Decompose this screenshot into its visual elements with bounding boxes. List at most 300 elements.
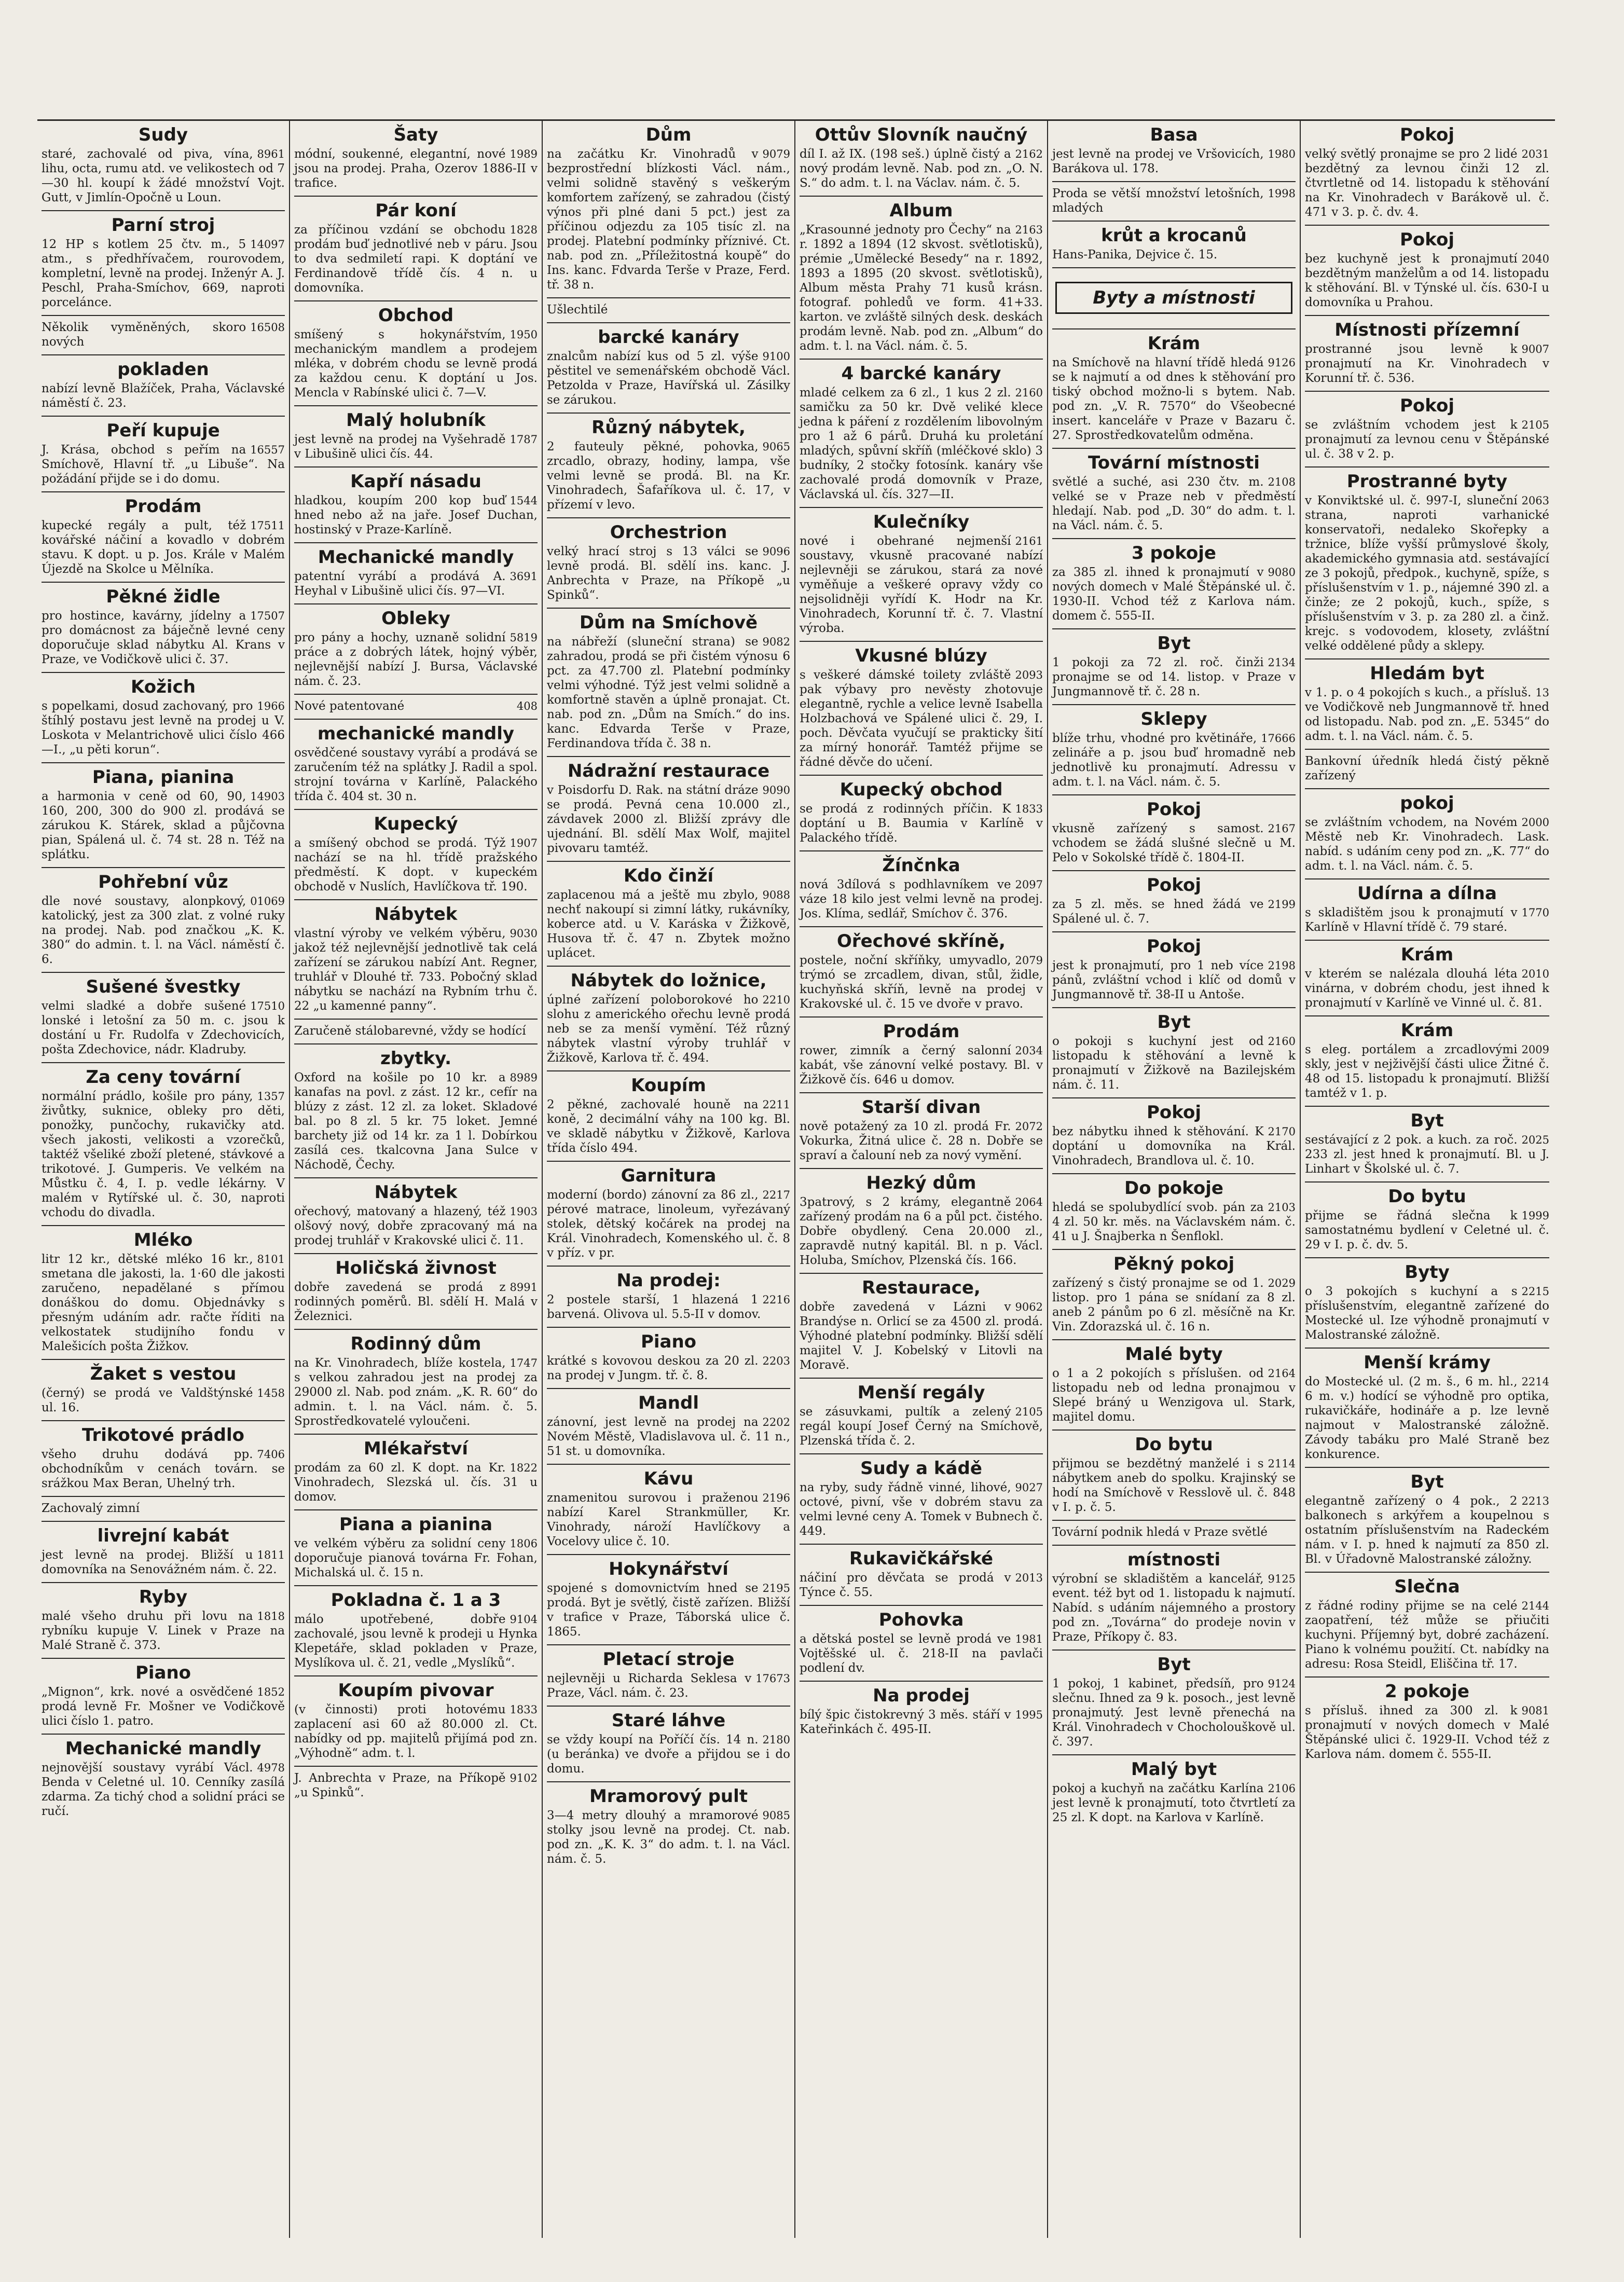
ad-number: 2199 (1268, 898, 1296, 911)
classified-ad (42, 1522, 285, 1583)
ad-number: 1981 (1015, 1633, 1043, 1645)
ad-text (1052, 1525, 1296, 1539)
ad-body: se zvláštním vchodem jest k pronajmutí za levnou cenu v Štěpánské ul. č. 38 v 2. p. (1305, 418, 1549, 461)
ad-number: 9082 (762, 636, 790, 648)
ad-number: 2161 (1015, 535, 1043, 547)
ad-heading: Kožich (131, 677, 196, 697)
ad-heading: Byt (1410, 1472, 1444, 1492)
column-1 (37, 121, 290, 2238)
ad-text (547, 1415, 790, 1459)
classified-ad (1052, 329, 1296, 449)
classified-ad (800, 1169, 1043, 1274)
classified-ad (547, 609, 790, 757)
ad-text (294, 493, 538, 537)
ad-number: 1966 (257, 700, 285, 712)
ad-number: 2031 (1521, 148, 1549, 160)
classified-ad (1052, 1098, 1296, 1174)
ad-heading: Staré láhve (611, 1710, 726, 1731)
ad-body: 3patrový, s 2 krámy, elegantně zařízený prodám na 6 a půl pct. čistého. Dobře obydlený. Cena 20.000 zl., zapravdě nutný kapitál. Bl. n p. Václ. Holuba, Smíchov, Plzenská čís. 166. (800, 1195, 1043, 1267)
ad-body: postele, noční skříňky, umyvadlo, trýmó se zrcadlem, divan, stůl, židle, kuchyňská skříň, levně na prodej v Krakovské ul. č. 15 ve dvoře v pravo. (800, 954, 1043, 1011)
classified-ad (547, 1465, 790, 1555)
ad-text (42, 237, 285, 310)
ad-text (1052, 897, 1296, 926)
ad-heading: Garnitura (621, 1165, 717, 1186)
classified-ad (1305, 750, 1549, 789)
classified-ad (547, 1267, 790, 1328)
ad-number: 408 (516, 700, 538, 712)
ad-text (1052, 1276, 1296, 1334)
ad-heading: Do pokoje (1124, 1178, 1223, 1199)
ad-text (800, 1405, 1043, 1448)
ad-number: 2210 (762, 994, 790, 1006)
ad-heading: Peří kupuje (106, 420, 220, 441)
ad-text (42, 789, 285, 862)
ad-body: málo upotřebené, dobře zachovalé, jsou levně k prodeji u Hynka Klepetáře, sklad pokladen v Praze, Myslíkova ul. č. 21, vedle „Myslíků“. (294, 1613, 538, 1670)
classified-ad (42, 355, 285, 417)
ad-number: 8101 (257, 1253, 285, 1266)
ad-heading: Sudy a kádě (860, 1458, 982, 1479)
classified-ad (1052, 182, 1296, 222)
ad-body: s eleg. portálem a zrcadlovými skly, jest v nejživější části ulice Žitné č. 48 od 15. listopadu k pronajmutí. Bližší tamtéž v 1. p. (1305, 1043, 1549, 1100)
ad-text (1052, 1034, 1296, 1092)
ad-number: 9090 (762, 784, 790, 796)
classified-ad (294, 604, 538, 695)
classified-ad (294, 1586, 538, 1676)
ad-heading: Prodám (125, 496, 202, 517)
ad-heading: Slečna (1394, 1576, 1460, 1597)
ad-heading: Mechanické mandly (65, 1738, 262, 1759)
ad-heading: Piana a pianina (339, 1514, 493, 1535)
ad-body: vlastní výroby ve velkém výběru, jakož též nejlevnější jednotlivě tak celá zařízení se zárukou nabízí Ant. Regner, truhlář v Dlouhé tř. 733. Pobočný sklad nábytku se nachází na Rybním trhu č. 22 „u kamenné panny“. (294, 927, 538, 1013)
classified-ad (800, 360, 1043, 508)
ad-heading: Kupecký (374, 814, 458, 834)
classified-ad (294, 1044, 538, 1178)
ad-heading: Pletací stroje (602, 1649, 735, 1670)
classified-ad (547, 1389, 790, 1465)
ad-heading: Piano (640, 1331, 697, 1352)
ad-number: 1811 (257, 1549, 285, 1561)
ad-text (1052, 565, 1296, 623)
ad-text (1305, 1494, 1549, 1566)
ad-number: 2097 (1015, 878, 1043, 891)
ad-body: nabízí levně Blažíček, Praha, Václavské náměstí č. 23. (42, 382, 285, 410)
ad-heading: Album (889, 200, 953, 221)
ad-heading: 4 barcké kanáry (841, 363, 1001, 384)
ad-number: 2079 (1015, 954, 1043, 967)
ad-heading: Prodám (883, 1021, 960, 1042)
ad-number: 1833 (1015, 803, 1043, 815)
ad-number: 2093 (1015, 669, 1043, 681)
ad-heading: Udírna a dílna (1357, 883, 1497, 904)
ad-heading: Hezký dům (866, 1173, 976, 1193)
ad-number: 14903 (250, 790, 285, 803)
ad-text (1305, 342, 1549, 386)
ad-number: 2203 (762, 1355, 790, 1367)
ad-text (800, 1300, 1043, 1372)
ad-number: 1950 (510, 328, 538, 341)
ad-heading: Do bytu (1388, 1186, 1466, 1207)
ad-text (1305, 1703, 1549, 1762)
ad-heading: Nábytek do ložnice, (570, 970, 767, 991)
ad-number: 2000 (1521, 816, 1549, 829)
ad-text (1052, 1366, 1296, 1424)
ad-text (1052, 1676, 1296, 1749)
ad-number: 9100 (762, 350, 790, 363)
ad-text (800, 877, 1043, 921)
classified-ad (294, 810, 538, 900)
ad-heading: Různý nábytek, (591, 417, 746, 438)
ad-heading: zbytky. (380, 1048, 452, 1069)
classified-ad (1052, 705, 1296, 795)
ad-text (42, 609, 285, 667)
ad-text (42, 381, 285, 410)
ad-number: 9027 (1015, 1481, 1043, 1494)
classified-ad (1052, 222, 1296, 268)
ad-heading: Pokoj (1400, 229, 1454, 250)
classified-ad (1052, 1250, 1296, 1340)
ad-heading: barcké kanáry (598, 327, 739, 348)
ad-body: velký hrací stroj s 13 válci se levně prodá. Bl. sdělí ins. kanc. J. Anbrechta v Praze, na Příkopě „u Spinků“. (547, 545, 790, 602)
ad-body: staré, zachovalé od piva, vína, lihu, octa, rumu atd. ve velikostech od 7—30 hl. koupí k žádé množství Vojt. Gutt, v Jimlín-Opočně u Loun. (42, 147, 285, 204)
ad-heading: Piana, pianina (92, 767, 235, 788)
ad-number: 17511 (250, 519, 285, 532)
ad-number: 3691 (510, 570, 538, 583)
ad-text (547, 1671, 790, 1700)
ad-body: (v činnosti) proti hotovému zaplacení asi 60 až 80.000 zl. Ct. nabídky od pp. majitelů přijímá pod zn. „Výhodně“ adm. t. l. (294, 1703, 538, 1760)
ad-text (42, 1447, 285, 1491)
classified-ad (547, 757, 790, 862)
classified-ad (1052, 1340, 1296, 1431)
ad-number: 9102 (510, 1772, 538, 1784)
ad-body: přijme se řádná slečna k samostatnému bydlení v Celetné ul. č. 29 v I. p. č. dv. 5. (1305, 1209, 1549, 1252)
classified-ad (1305, 392, 1549, 468)
ad-number: 2105 (1015, 1406, 1043, 1418)
classified-ad (42, 1421, 285, 1497)
classified-ad (1305, 316, 1549, 392)
ad-body: v Poisdorfu D. Rak. na státní dráze se prodá. Pevná cena 10.000 zl., závdavek 2000 zl. Bližší zprávy dle ujednání. Bl. sdělí Max Wolf, majitel pivovaru tamtéž. (547, 783, 790, 855)
ad-heading: Malé byty (1125, 1344, 1223, 1365)
ad-body: Oxford na košile po 10 kr. a kanafas na povl. z zást. 12 kr., cefír na blúzy z zást. 12 zl. za loket. Skladové bal. po 8 zl. 5 kr. 75 loket. Jemné barchety již od 14 kr. za 1 l. Dobírkou zasílá ces. tkalcovna Jana Sulce v Náchodě, Čechy. (294, 1071, 538, 1172)
ad-heading: Hokynářství (609, 1559, 728, 1579)
classified-ad (42, 1497, 285, 1522)
ad-body: na ryby, sudy řádně vinné, lihové, octové, pivní, vše v dobrém stavu za velmi levné ceny A. Tomek v Bubnech č. 449. (800, 1481, 1043, 1538)
ad-body: nejlevněji u Richarda Seklesa v Praze, Václ. nám. č. 23. (547, 1672, 752, 1700)
ad-body: dobře zavedená se prodá z rodinných poměrů. Bl. sdělí H. Malá v Železnici. (294, 1281, 538, 1323)
ad-body: na začátku Kr. Vinohradů v bezprostřední blízkosti Václ. nám., velmi solidně stavěný s veškerým komfortem zařízený, se zahradou (čistý výnos při plné dani 5 pct.) jest za příčinou odjezdu za 105 tisíc zl. na prodej. Platební podmínky příznivé. Ct. nab. pod zn. „Příležitostná koupě“ do Ins. kanc. Fdvarda Terše v Praze, Ferd. tř. 38 n. (547, 147, 790, 292)
ad-text (800, 668, 1043, 769)
ad-text (1305, 147, 1549, 219)
ad-body: velký světlý pronajme se pro 2 lidé bezdětný za levnou činži 12 zl. čtvrtletně od 14. listopadu k stěhování na Kr. Vinohradech v Barákově ul. č. 471 v 3. p. č. dv. 4. (1305, 147, 1549, 219)
column-5 (1048, 121, 1301, 2238)
ad-body: sestávající z 2 pok. a kuch. za roč. 233 zl. jest hned k pronajmutí. Bl. u J. Linhart v Školské ul. č. 7. (1305, 1133, 1549, 1176)
ad-heading: Rukavičkářské (849, 1548, 994, 1569)
ad-heading: mechanické mandly (317, 723, 515, 744)
classified-ad (42, 673, 285, 763)
ad-number: 9079 (762, 148, 790, 160)
classified-ad (294, 1254, 538, 1330)
classified-ad (800, 121, 1043, 197)
ad-body: Nové patentované (294, 699, 405, 713)
ad-number: 2040 (1521, 253, 1549, 265)
classified-ad (1052, 629, 1296, 705)
ad-body: jest k pronajmutí, pro 1 neb více pánů, zvláštní vchod i klíč od domů v Jungmannově tř. 38-II u Antoše. (1052, 959, 1296, 1001)
ad-body: se prodá z rodinných příčin. K doptání u B. Baumia v Karlíně v Palackého třídě. (800, 802, 1043, 845)
ad-text (800, 953, 1043, 1011)
ad-body: za 385 zl. ihned k pronajmutí v nových domech v Malé Štěpánské ul. č. 1930-II. Vchod též z Karlova nám. domem č. 555-II. (1052, 566, 1296, 623)
ad-body: se zásuvkami, pultík a zelený regál koupí Josef Černý na Smíchově, Plzenská třída č. 2. (800, 1405, 1043, 1448)
ad-body: znamenitou surovou i praženou nabízí Karel Strankmüller, Kr. Vinohrady, nároží Havlíčkovy a Vocelovy ulice č. 10. (547, 1491, 790, 1548)
ad-number: 2134 (1268, 656, 1296, 669)
ad-body: hladkou, koupím 200 kop buď hned nebo až na jaře. Josef Duchan, hostinský v Praze-Karlíně. (294, 494, 538, 537)
ad-body: v Konviktské ul. č. 997-I, sluneční strana, naproti varhanické konservatoři, nedaleko Skořepky a tržnice, blíže vyšší průmyslové školy, akademického gymnasia atd. sestávající ze 3 pokojů, předpok., kuchyně, spíže, s příslušenstvím v 1. p., nájemné 390 zl. a činže; ze 2 pokojů, kuch., spíže, s příslušenstvím v 3. p. za 280 zl. a činž. krejc. s vodovodem, klosety, zvláštní velké oddělené půdy a sklepy. (1305, 494, 1549, 653)
ad-text (547, 1354, 790, 1383)
ad-body: jest levně na prodej. Bližší u domovníka na Senovážném nám. č. 22. (42, 1548, 277, 1576)
ad-heading: pokoj (1400, 793, 1454, 814)
ad-heading: Tovární místnosti (1088, 452, 1260, 473)
classified-ad (800, 1606, 1043, 1682)
ad-text (547, 1581, 790, 1639)
ad-text (294, 569, 538, 598)
ad-text (1052, 1200, 1296, 1244)
ad-text (294, 1204, 538, 1248)
ad-heading: Nábytek (374, 904, 458, 925)
ad-number: 1989 (510, 148, 538, 160)
ad-text (1052, 1781, 1296, 1825)
ad-heading: 3 pokoje (1132, 543, 1216, 563)
ad-body: díl I. až IX. (198 seš.) úplně čistý a nový prodám levně. Nab. pod zn. „O. N. S.“ do adm. t. l. na Václav. nám. č. 5. (800, 147, 1043, 190)
ad-text (547, 635, 790, 751)
ad-body: na Smíchově na hlavní třídě hledá se k najmutí a od dnes k stěhování pro tiský obchod možno-li s bytem. Nab. pod zn. „V. R. 7570“ do Všeobecné insert. kanceláře v Praze v Bazaru č. 27. Sprostředkovatelům odměna. (1052, 356, 1296, 442)
classified-ad (294, 197, 538, 301)
ad-number: 2180 (762, 1734, 790, 1746)
ad-number: 2196 (762, 1492, 790, 1504)
ad-text (547, 439, 790, 512)
ad-heading: Za ceny tovární (86, 1067, 241, 1088)
ad-number: 2160 (1015, 387, 1043, 399)
ad-text (294, 746, 538, 804)
ad-number: 9088 (762, 889, 790, 901)
ad-body: mladé celkem za 6 zl., 1 kus 2 zl. samičku za 50 kr. Dvě veliké klece jedna k páření z rozdělením libovolným pro 1 až 6 párů. Druhá ku proletání mladých, spůvní skříň (mléčkové sklo) 3 budníky, 2 stočky fotosínk. kanáry vše zachovalé prodá domovník v Praze, Václavská ul. čís. 327—II. (800, 386, 1043, 501)
ad-heading: Pokoj (1147, 875, 1201, 896)
ad-number: 1980 (1268, 148, 1296, 160)
ad-heading: Kapří násadu (350, 471, 481, 492)
ad-text (42, 1548, 285, 1577)
ad-number: 2063 (1521, 494, 1549, 507)
ad-number: 17666 (1261, 732, 1296, 745)
classified-ad (547, 1707, 790, 1782)
ad-text (800, 1571, 1043, 1600)
ad-body: normální prádlo, košile pro pány, živůtky, suknice, obleky pro děti, ponožky, punčochy, rukavičky atd. všech jakosti, velikosti a vzorečků, taktéž všeliké zboží pletené, stávkové a trikotové. J. Gumperis. Ve velkém na Můstku č. 4, I. p. vedle lékárny. V malém v Rytířské ul. č. 30, naproti vchodu do divadla. (42, 1090, 285, 1219)
ad-body: jest levně na prodej ve Vršovicích, Barákova ul. 178. (1052, 147, 1264, 175)
ad-body: Proda se větší množství letošních, mladých (1052, 187, 1264, 215)
ad-text (800, 802, 1043, 845)
ad-body: patentní vyrábí a prodává A. Heyhal v Libušině ulici čís. 97—VI. (294, 570, 506, 598)
classified-ad (1305, 879, 1549, 941)
ad-body: zaplacenou má a ještě mu zbylo, nechť nakoupí si zimní látky, rukávníky, koberce atd. u V. Karáska v Žižkově, Husova tř. č. 47 n. Zbytek možno uplácet. (547, 888, 790, 960)
ad-text (1305, 252, 1549, 310)
ad-number: 1903 (510, 1205, 538, 1218)
classified-ads-sheet (37, 119, 1555, 2238)
ad-text (294, 1356, 538, 1428)
classified-ad (1052, 449, 1296, 539)
classified-ad (42, 1735, 285, 1824)
classified-ad (294, 468, 538, 543)
ad-text (1305, 967, 1549, 1010)
ad-number: 2164 (1268, 1367, 1296, 1380)
classified-ad (1305, 941, 1549, 1016)
classified-ad (800, 508, 1043, 642)
ad-text (294, 1280, 538, 1324)
ad-text (42, 1089, 285, 1220)
ad-body: pro hostince, kavárny, jídelny a pro domácnost za báječně levné ceny doporučuje sklad nábytku Al. Krans v Praze, ve Vodičkově ulici č. 37. (42, 609, 285, 666)
ad-text (294, 1461, 538, 1504)
ad-heading: Ořechové skříně, (837, 931, 1006, 952)
ad-text (547, 147, 790, 292)
ad-number: 2202 (762, 1416, 790, 1428)
ad-heading: Byt (1157, 1012, 1191, 1033)
ad-body: vkusně zařízený s samost. vchodem se žádá slušné slečně u M. Pelo v Sokolské třídě č. 1804-II. (1052, 822, 1296, 864)
ad-text (294, 432, 538, 461)
classified-ad (1052, 1755, 1296, 1830)
ad-text (1305, 1374, 1549, 1462)
ad-text (294, 1536, 538, 1580)
ad-body: „Krasounné jednoty pro Čechy“ na r. 1892 a 1894 (12 skvost. světlotisků), prémie „Umělecké Besedy“ na r. 1892, 1893 a 1895 (20 skvost. světlotisků), Album města Prahy 71 kusů krásn. fotograf. pohledů ve form. 41+33. karton. ve zvláště silných desk. deskách prodám levně. Nab. pod zn. „Album“ do adm. t. l. na Václ. nám. č. 5. (800, 223, 1043, 353)
ad-heading: 2 pokoje (1385, 1681, 1469, 1702)
ad-body: dobře zavedená v Lázni v Brandýse n. Orlicí se za 4500 zl. prodá. Výhodné platební podmínky. Bližší sdělí majitel V. J. Kobelský v Litovli na Moravě. (800, 1300, 1043, 1372)
classified-ad (800, 197, 1043, 360)
classified-ad (1052, 1546, 1296, 1651)
ad-number: 1852 (257, 1686, 285, 1698)
ad-heading: Kdo činží (623, 865, 714, 886)
classified-ad (1305, 659, 1549, 750)
classified-ad (42, 1063, 285, 1226)
ad-body: se vždy koupí na Poříčí čís. 14 n. (u beránka) ve dvoře a přijdou se i do domu. (547, 1733, 790, 1776)
classified-ad (547, 414, 790, 518)
ad-number: 9125 (1268, 1573, 1296, 1585)
ad-text (294, 926, 538, 1013)
classified-ad (1052, 1521, 1296, 1546)
ad-number: 9065 (762, 441, 790, 453)
ad-number: 9030 (510, 927, 538, 940)
ad-text (800, 1119, 1043, 1163)
ad-body: Tovární podnik hledá v Praze světlé (1052, 1525, 1268, 1539)
ad-text (1052, 355, 1296, 443)
ad-heading: Basa (1150, 125, 1198, 145)
ad-number: 1806 (510, 1537, 538, 1550)
ad-number: 2170 (1268, 1125, 1296, 1138)
ad-text (800, 223, 1043, 353)
ad-number: 2162 (1015, 148, 1043, 160)
ad-number: 01069 (250, 895, 285, 908)
ad-text (42, 518, 285, 576)
ad-text (1052, 186, 1296, 215)
classified-ad (42, 973, 285, 1063)
classified-ad (800, 1545, 1043, 1606)
ad-body: jest levně na prodej na Vyšehradě v Libušině ulici čís. 44. (294, 433, 506, 461)
ad-number: 1770 (1521, 906, 1549, 919)
section-heading: Byty a místnosti (1055, 282, 1292, 314)
ad-number: 9096 (762, 545, 790, 558)
ad-heading: pokladen (117, 359, 209, 380)
ad-number: 8989 (510, 1071, 538, 1084)
ad-number: 2198 (1268, 959, 1296, 972)
classified-ad (800, 927, 1043, 1018)
classified-ad (1305, 1107, 1549, 1183)
ad-number: 9085 (762, 1809, 790, 1822)
classified-ad (1305, 1678, 1549, 1767)
ad-body: litr 12 kr., dětské mléko 16 kr., smetana dle jakosti, la. 1·60 dle jakosti zaručeno, nepadělané s přímou donáškou do domu. Objednávky s přesným udáním adr. račte říditi na velkostatek studijního fondu v Malešicích pošta Žižkov. (42, 1253, 285, 1353)
ad-number: 1995 (1015, 1709, 1043, 1721)
ad-heading: Orchestrion (610, 522, 727, 543)
classified-ad (1305, 789, 1549, 879)
ad-text (800, 147, 1043, 190)
ad-number: 1544 (510, 494, 538, 507)
ad-number: 16557 (250, 444, 285, 456)
ad-body: pro pány a hochy, uznaně solidní práce a z dobrých látek, hojný výběr, nejlevnější nabízí J. Bursa, Václavské nám. č. 23. (294, 631, 538, 688)
ad-body: elegantně zařízený o 4 pok., 2 balkonech s arkýřem a koupelnou s ostatním příslušenstvím na Radeckém nám. v I. p. hned k najmutí za 850 zl. Bl. v Úřadovně Malostranské záložny. (1305, 1494, 1549, 1566)
ad-body: do Mostecké ul. (2 m. š., 6 m. hl., 6 m. v.) hodící se výhodně pro optika, rukavičkáře, hodináře a p. lze levně najmout v Malostranské záložně. Závody tabáku pro Malé Straně bez konkurence. (1305, 1375, 1549, 1461)
classified-ad (294, 1767, 538, 1805)
ad-body: 2 pěkné, zachovalé houně na koně, 2 decimální váhy na 100 kg. Bl. ve skladě nábytku v Žižkově, Karlova třída číslo 494. (547, 1098, 790, 1155)
ad-text (294, 327, 538, 400)
ad-body: a smíšený obchod se prodá. Týž nachází se na hl. třídě pražského předměstí. K dopt. v kupeckém obchodě v Nuslích, Havlíčkova tř. 190. (294, 836, 538, 893)
classified-ad (547, 862, 790, 967)
ad-heading: Starší divan (861, 1097, 981, 1118)
classified-ad (1052, 268, 1296, 329)
ad-number: 2214 (1521, 1376, 1549, 1388)
ad-number: 2217 (762, 1189, 790, 1201)
ad-heading: Krám (1147, 333, 1201, 354)
classified-ad (42, 868, 285, 973)
ad-body: Zachovalý zimní (42, 1502, 140, 1515)
ad-number: 2025 (1521, 1134, 1549, 1146)
ad-heading: Pohřební vůz (98, 872, 228, 892)
ad-heading: Byty (1405, 1262, 1450, 1283)
classified-ad (547, 298, 790, 323)
classified-ad (1052, 121, 1296, 182)
ad-body: zánovní, jest levně na prodej na Novém Městě, Vladislavova ul. č. 11 n., 51 st. u domovníka. (547, 1415, 790, 1458)
ad-text (42, 147, 285, 205)
ad-number: 2167 (1268, 822, 1296, 835)
classified-ad (294, 543, 538, 604)
ad-number: 13 (1535, 686, 1549, 699)
classified-ad (294, 1676, 538, 1767)
ad-text (800, 1708, 1043, 1737)
ad-body: 2 fauteuly pěkné, pohovka, zrcadlo, obrazy, hodiny, lampa, vše velmi levně se prodá. Bl. na Kr. Vinohradech, Šafaříkova ul. č. 17, v přízemí v levo. (547, 440, 790, 512)
ad-body: Několik vyměněných, skoro nových (42, 321, 246, 349)
classified-ad (547, 1071, 790, 1162)
ad-body: z řádné rodiny přijme se na celé zaopatření, též může se přiučiti kuchyni. Příjemný byt, dobré zacházení. Piano k volnému použití. Ct. nabídky na adresu: Rosa Steidl, Eliščina tř. 17. (1305, 1599, 1549, 1671)
ad-body: za příčinou vzdání se obchodu prodám buď jednotlivé neb v páru. Jsou to dva sedmiletí rapi. K doptání ve Ferdinandově třídě čís. 4 n. u domovníka. (294, 223, 538, 295)
ad-number: 2009 (1521, 1043, 1549, 1056)
ad-number: 9081 (1521, 1704, 1549, 1717)
ad-body: zařízený s čistý pronajme se od 1. listop. pro 1 pána se snídaní za 8 zl. aneb 2 pánům po 6 zl. měsíčně na Kr. Vin. Zdorazská ul. č. 16 n. (1052, 1276, 1296, 1334)
ad-number: 5819 (510, 631, 538, 644)
ad-text (1305, 418, 1549, 461)
ad-text (800, 1195, 1043, 1268)
ad-body: módní, soukenné, elegantní, nové jsou na prodej. Praha, Ozerov 1886-II v trafice. (294, 147, 538, 190)
ad-text (42, 1386, 285, 1415)
ad-heading: Sušené švestky (86, 977, 241, 997)
ad-heading: Prostranné byty (1346, 471, 1508, 492)
ad-body: světlé a suché, asi 230 čtv. m. velké se v Praze neb v předměstí hledají. Nab. pod „D. 30“ do adm. t. l. na Václ. nám. č. 5. (1052, 475, 1296, 532)
ad-body: nově potažený za 10 zl. prodá Fr. Vokurka, Žitná ulice č. 28 n. Dobře se spraví a čalouní neb za nový vymění. (800, 1120, 1043, 1162)
ad-heading: Pokoj (1400, 125, 1454, 145)
ad-heading: krůt a krocanů (1101, 225, 1247, 246)
classified-ad (547, 1162, 790, 1267)
ad-number: 2213 (1521, 1495, 1549, 1507)
classified-ad (42, 121, 285, 211)
